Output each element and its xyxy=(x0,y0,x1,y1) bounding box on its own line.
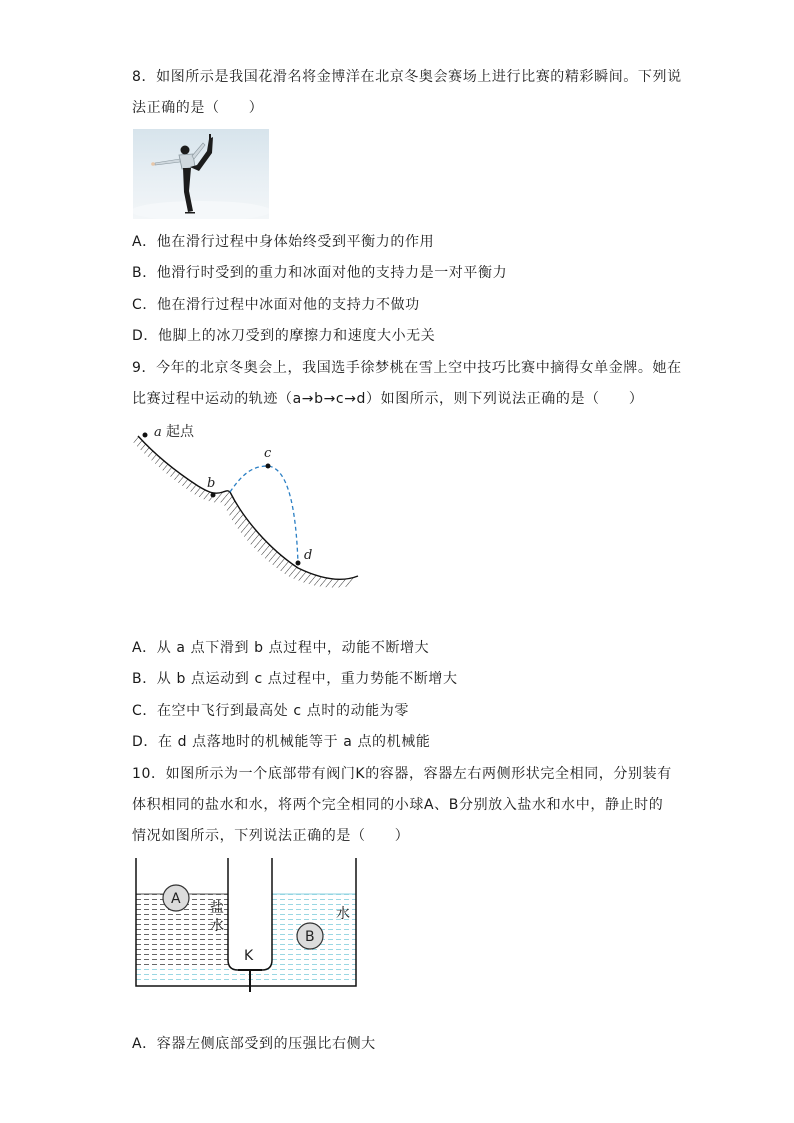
label-b: b xyxy=(207,476,216,491)
point-d-marker xyxy=(296,561,301,566)
container-figure xyxy=(128,852,364,994)
q8-option-c[interactable]: C．他在滑行过程中冰面对他的支持力不做功 xyxy=(132,297,420,313)
figure-skater-photo xyxy=(133,129,269,219)
ball-b-label: B xyxy=(305,929,315,945)
valve-label: K xyxy=(244,948,254,964)
label-a: a xyxy=(154,425,162,440)
q9-option-d[interactable]: D．在 d 点落地时的机械能等于 a 点的机械能 xyxy=(132,734,431,750)
point-a-marker xyxy=(143,433,148,438)
label-d: d xyxy=(304,548,313,563)
point-c-marker xyxy=(266,464,271,469)
q9-option-c[interactable]: C．在空中飞行到最高处 c 点时的动能为零 xyxy=(132,703,409,719)
ball-a-label: A xyxy=(171,891,181,907)
q10-stem-line1: 10．如图所示为一个底部带有阀门K的容器，容器左右两侧形状完全相同，分别装有 xyxy=(132,766,672,782)
slope-surface xyxy=(138,436,358,579)
q8-option-a[interactable]: A．他在滑行过程中身体始终受到平衡力的作用 xyxy=(132,234,435,250)
slope-hatching xyxy=(133,436,358,588)
q10-stem-line3: 情况如图所示，下列说法正确的是（ ） xyxy=(132,828,410,844)
q9-option-a[interactable]: A．从 a 点下滑到 b 点过程中，动能不断增大 xyxy=(132,640,430,656)
q10-option-a[interactable]: A．容器左侧底部受到的压强比右侧大 xyxy=(132,1036,376,1052)
water-label: 水 xyxy=(336,906,350,922)
label-c: c xyxy=(264,446,272,461)
ski-trajectory-figure xyxy=(128,418,368,598)
q9-stem-line1: 9．今年的北京冬奥会上，我国选手徐梦桃在雪上空中技巧比赛中摘得女单金牌。她在 xyxy=(132,360,682,376)
q8-stem-line2: 法正确的是（ ） xyxy=(132,100,264,116)
point-b-marker xyxy=(211,493,216,498)
salt-water-label-1: 盐 xyxy=(210,900,224,916)
label-start: 起点 xyxy=(166,424,194,440)
q8-option-b[interactable]: B．他滑行时受到的重力和冰面对他的支持力是一对平衡力 xyxy=(132,265,508,281)
salt-water-label-2: 水 xyxy=(210,918,224,934)
q10-stem-line2: 体积相同的盐水和水，将两个完全相同的小球A、B分别放入盐水和水中，静止时的 xyxy=(132,797,664,813)
q9-stem-line2: 比赛过程中运动的轨迹（a→b→c→d）如图所示，则下列说法正确的是（ ） xyxy=(132,391,644,407)
q8-option-d[interactable]: D．他脚上的冰刀受到的摩擦力和速度大小无关 xyxy=(132,328,436,344)
q9-option-b[interactable]: B．从 b 点运动到 c 点过程中，重力势能不断增大 xyxy=(132,671,458,687)
q8-stem-line1: 8．如图所示是我国花滑名将金博洋在北京冬奥会赛场上进行比赛的精彩瞬间。下列说 xyxy=(132,69,682,85)
